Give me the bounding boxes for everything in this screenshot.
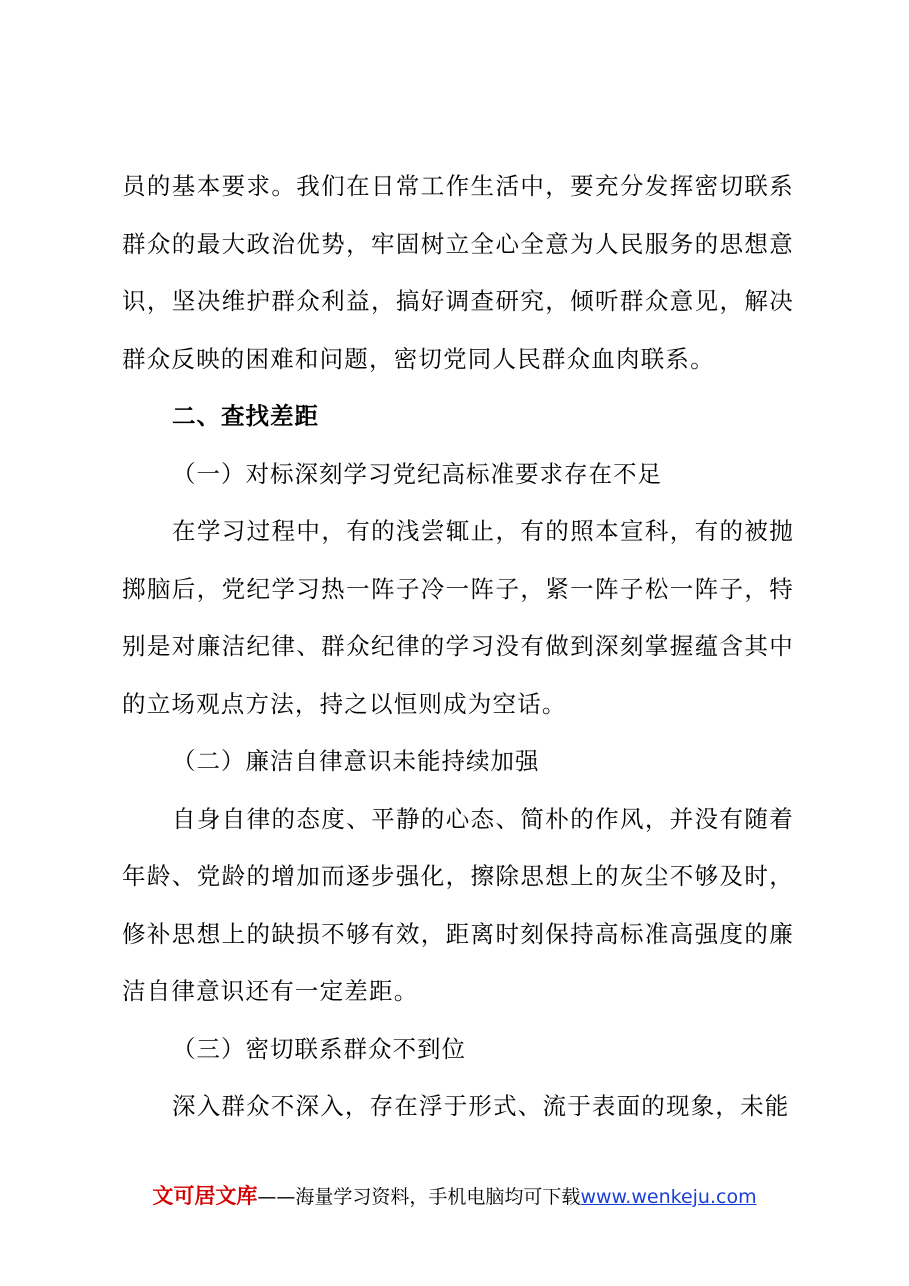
subheading-3: （三）密切联系群众不到位 (172, 1034, 466, 1063)
document-body (122, 158, 794, 1136)
paragraph-mass-contact: 深入群众不深入，存在浮于形式、流于表面的现象，未能 (172, 1092, 790, 1120)
paragraph-continuation: 员的基本要求。我们在日常工作生活中，要充分发挥密切联系群众的最大政治优势，牢固树立全心全意为人民服务的思想意识，坚决维护群众利益，搞好调查研究，倾听群众意见，解决群众反映的困难和问题，密切党同人民群众血肉联系。 (122, 172, 794, 373)
subheading-2: （二）廉洁自律意识未能持续加强 (172, 747, 540, 775)
paragraph-self-discipline: 自身自律的态度、平静的心态、简朴的作风，并没有随着年龄、党龄的增加而逐步强化，擦除思想上的灰尘不够及时，修补思想上的缺损不够有效，距离时刻保持高标准高强度的廉洁自律意识还有一定差距。 (122, 804, 794, 1005)
page-footer (0, 1180, 909, 1210)
footer-brand: 文可居文库 (152, 1184, 258, 1208)
footer-website-link[interactable]: www.wenkeju.com (580, 1186, 757, 1208)
subheading-1: （一）对标深刻学习党纪高标准要求存在不足 (172, 459, 662, 488)
section-heading-gaps: 二、查找差距 (172, 402, 319, 430)
footer-slogan: ——海量学习资料，手机电脑均可下载 (257, 1186, 581, 1208)
paragraph-study-shortfall: 在学习过程中，有的浅尝辄止，有的照本宣科，有的被抛掷脑后，党纪学习热一阵子冷一阵子，紧一阵子松一阵子，特别是对廉洁纪律、群众纪律的学习没有做到深刻掌握蕴含其中的立场观点方法，持之以恒则成为空话。 (122, 517, 794, 718)
